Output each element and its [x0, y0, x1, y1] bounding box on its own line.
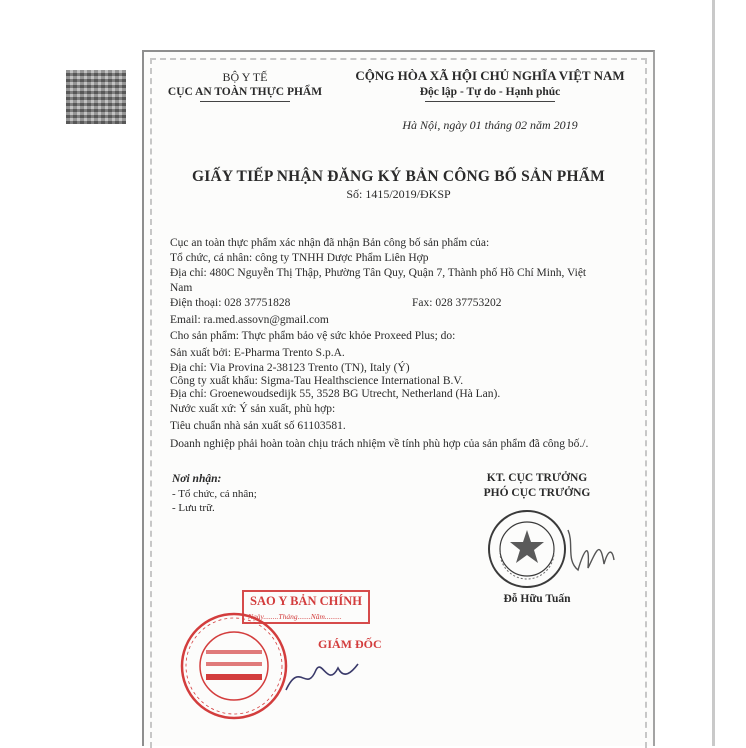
qr-code-icon — [66, 70, 126, 124]
body-exporter-address: Địa chỉ: Groenewoudsedijk 55, 3528 BG Utrecht, Netherland (Hà Lan). — [170, 388, 501, 400]
body-product: Cho sản phẩm: Thực phẩm bảo vệ sức khỏe Proxeed Plus; do: — [170, 330, 456, 342]
body-email: Email: ra.med.assovn@gmail.com — [170, 314, 329, 326]
signature-title: KT. CỤC TRƯỞNG — [486, 472, 588, 484]
director-signature-icon — [282, 650, 362, 700]
document-title: GIẤY TIẾP NHẬN ĐĂNG KÝ BẢN CÔNG BỐ SẢN PHẨM — [192, 168, 605, 185]
recipient-item: - Lưu trữ. — [172, 502, 215, 514]
body-address-line2: Nam — [170, 282, 193, 294]
place-date: Hà Nội, ngày 01 tháng 02 năm 2019 — [402, 118, 578, 132]
recipients-heading: Nơi nhận: — [172, 473, 222, 485]
signature-mark-icon — [560, 520, 620, 580]
page-edge — [712, 0, 715, 746]
republic-name: CỘNG HÒA XÃ HỘI CHỦ NGHĨA VIỆT NAM — [355, 68, 625, 83]
body-phone: Điện thoại: 028 37751828 — [170, 297, 291, 309]
director-label: GIÁM ĐỐC — [318, 637, 382, 651]
agency-underline — [200, 101, 290, 102]
recipient-item: - Tổ chức, cá nhân; — [172, 488, 257, 500]
body-intro: Cục an toàn thực phẩm xác nhận đã nhận Bản công bố sản phẩm của: — [170, 237, 490, 249]
body-organization: Tổ chức, cá nhân: công ty TNHH Dược Phẩm Liên Hợp — [170, 252, 429, 264]
body-standard: Tiêu chuẩn nhà sản xuất số 61103581. — [170, 420, 346, 432]
signature-position: PHÓ CỤC TRƯỞNG — [483, 487, 591, 499]
motto-underline — [425, 101, 555, 102]
body-manufacturer: Sản xuất bởi: E-Pharma Trento S.p.A. — [170, 347, 345, 359]
copy-stamp-label: SAO Y BẢN CHÍNH — [250, 594, 362, 608]
signer-name: Đỗ Hữu Tuấn — [503, 593, 571, 605]
agency-name: CỤC AN TOÀN THỰC PHẨM — [167, 86, 323, 98]
copy-stamp-date-line: Ngày........Tháng.......Năm......... — [248, 612, 342, 621]
document-number: Số: 1415/2019/ĐKSP — [346, 187, 451, 201]
national-motto: Độc lập - Tự do - Hạnh phúc — [419, 86, 561, 98]
body-responsibility: Doanh nghiệp phải hoàn toàn chịu trách nhiệm về tính phù hợp của sản phẩm đã công bố./. — [170, 438, 589, 450]
body-address-line1: Địa chỉ: 480C Nguyễn Thị Thập, Phường Tân Quy, Quận 7, Thành phố Hồ Chí Minh, Việt — [170, 267, 587, 279]
body-fax: Fax: 028 37753202 — [412, 297, 502, 309]
agency-ministry: BỘ Y TẾ — [222, 70, 268, 84]
body-exporter: Công ty xuất khẩu: Sigma-Tau Healthscience International B.V. — [170, 375, 464, 387]
official-seal-icon — [486, 508, 568, 590]
body-origin: Nước xuất xứ: Ý sản xuất, phù hợp: — [170, 403, 336, 415]
company-seal-icon — [178, 610, 290, 722]
body-manufacturer-address: Địa chỉ: Via Provina 2-38123 Trento (TN), Italy (Ý) — [170, 362, 410, 374]
